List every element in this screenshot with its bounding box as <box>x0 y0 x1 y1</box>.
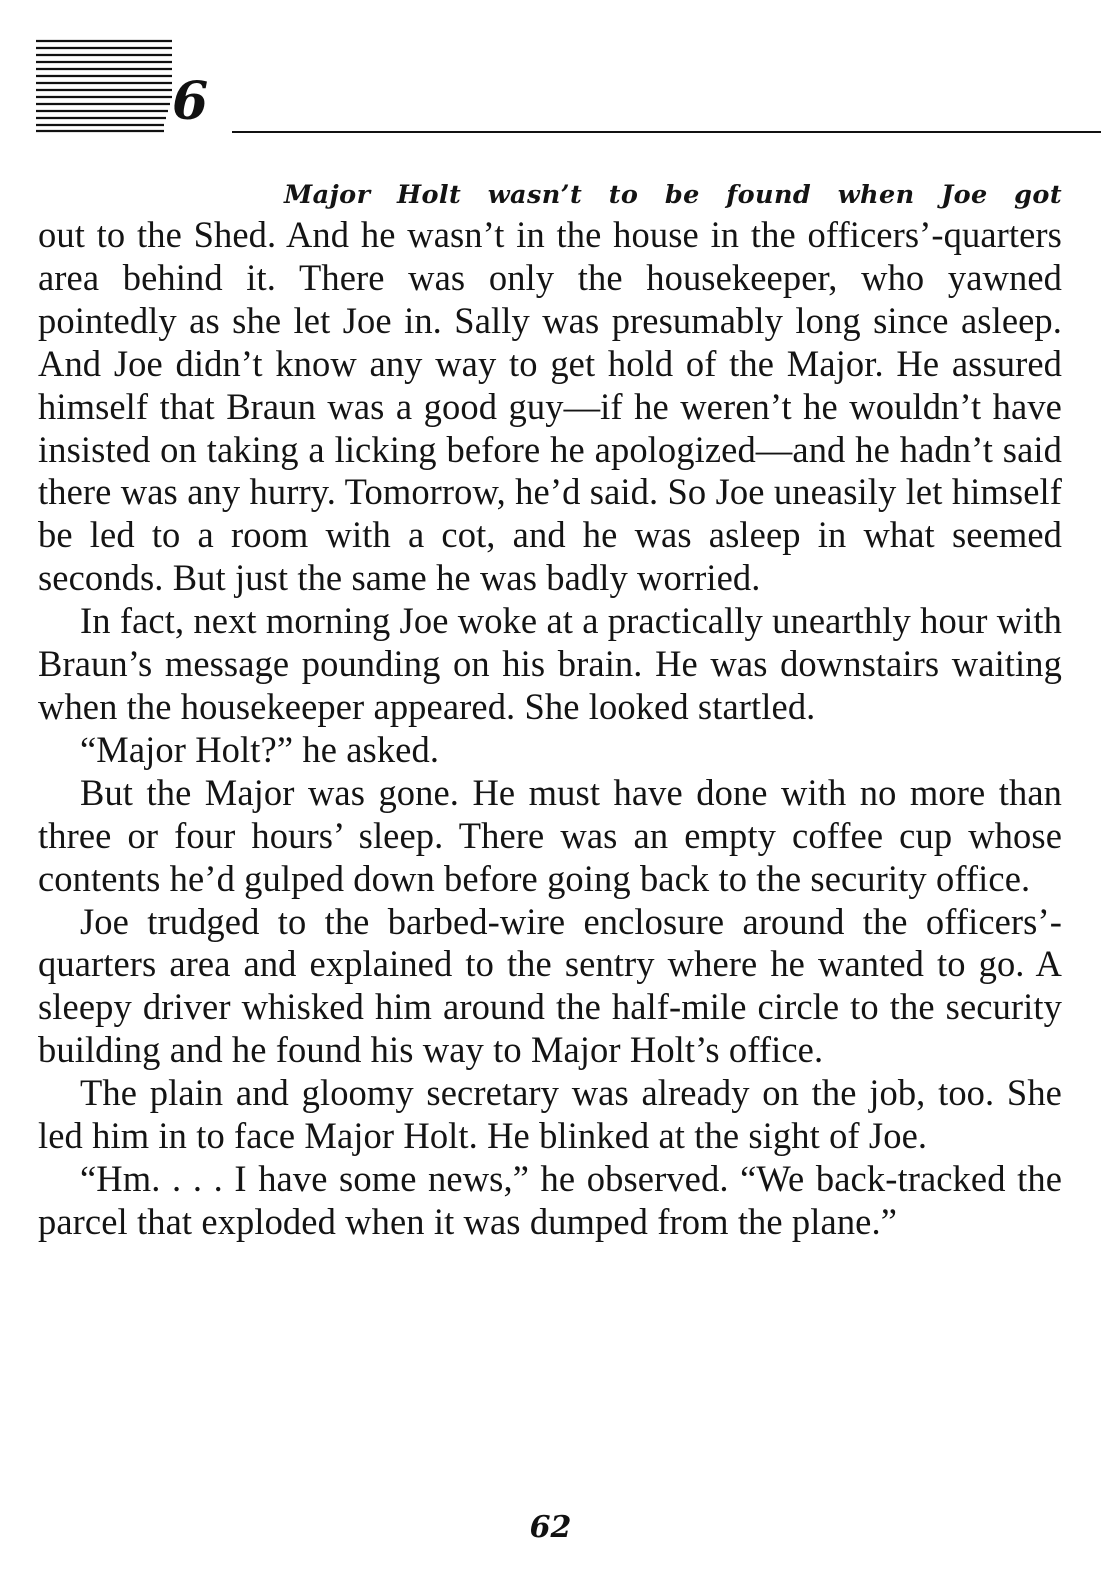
chapter-ornament-lines <box>36 38 176 133</box>
paragraph: But the Major was gone. He must have done with no more than three or four hours’ sleep. There was an empty coffee cup whose contents he’d gulped down before going back to the security office. <box>38 771 1062 899</box>
paragraph: In fact, next morning Joe woke at a practically unearthly hour with Braun’s message pounding on his brain. He was downstairs waiting when the housekeeper appeared. She looked startled. <box>38 600 1062 727</box>
paragraph: “Hm. . . . I have some news,” he observed. “We back-tracked the parcel that exploded when it was dumped from the plane.” <box>38 1157 1062 1242</box>
paragraph: “Major Holt?” he asked. <box>80 728 440 770</box>
page-number: 62 <box>529 1510 572 1545</box>
chapter-rule <box>232 131 1101 133</box>
body-text <box>38 176 1062 1244</box>
chapter-heading <box>36 38 1066 138</box>
lead-in-text: Major Holt wasn’t to be found when Joe got <box>284 180 1062 210</box>
paragraph: The plain and gloomy secretary was already on the job, too. She led him in to face Major Holt. He blinked at the sight of Joe. <box>38 1072 1062 1157</box>
paragraph: Joe trudged to the barbed-wire enclosure around the officers’-quarters area and explained to the sentry where he wanted to go. A sleepy driver whisked him around the half-mile circle to the security building and he found his way to Major Holt’s office. <box>38 900 1062 1071</box>
chapter-number: 6 <box>172 71 209 132</box>
paragraph: out to the Shed. And he wasn’t in the house in the officers’-quarters area behind it. There was only the housekeeper, who yawned pointedly as she let Joe in. Sally was presumably long since asleep. And Joe didn’t know any way to get hold of the Major. He assured himself that Braun was a good guy—if he weren’t he wouldn’t have insisted on taking a licking before he apologized—and he hadn’t said there was any hurry. Tomorrow, he’d said. So Joe uneasily let himself be led to a room with a cot, and he was asleep in what seemed seconds. But just the same he was badly worried. <box>38 214 1062 599</box>
